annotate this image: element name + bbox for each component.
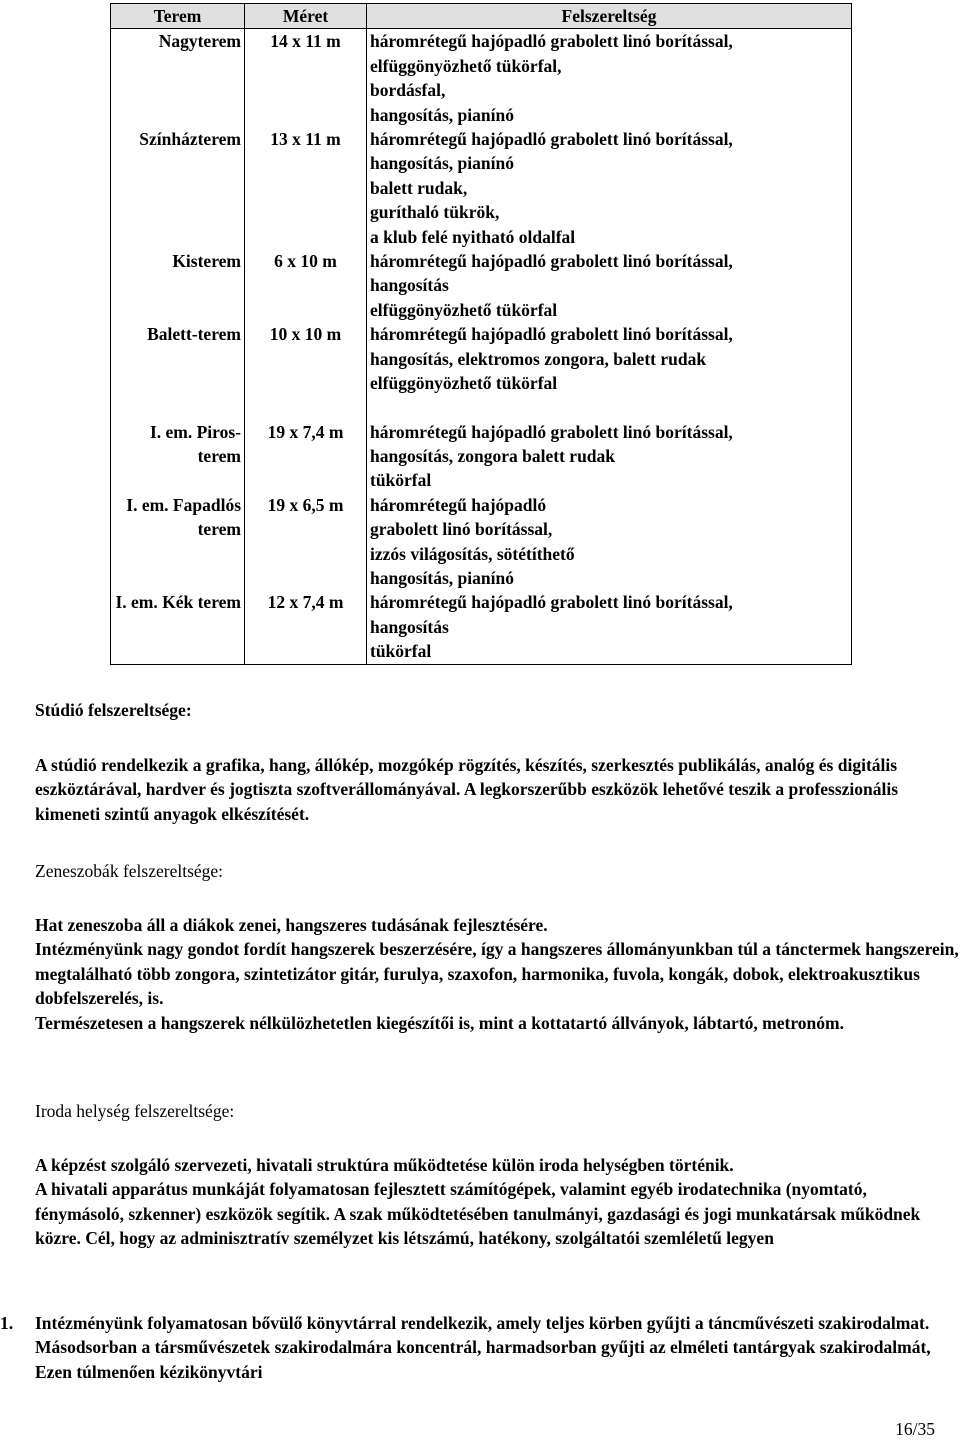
room-size: 12 x 7,4 m [245, 590, 367, 664]
room-size: 19 x 6,5 m [245, 493, 367, 591]
equipment-line: háromrétegű hajópadló grabolett linó borítással, [370, 421, 733, 442]
equipment-line: háromrétegű hajópadló grabolett linó borítással, [370, 592, 733, 613]
table-row [111, 29, 852, 127]
room-name: I. em. Kék terem [115, 592, 241, 613]
spacer-cell [245, 396, 367, 420]
music-text-1: Hat zeneszoba áll a diákok zenei, hangszeres tudásának fejlesztésére. [35, 915, 548, 935]
equipment-line: elfüggönyözhető tükörfal [370, 299, 558, 320]
table-row [111, 249, 852, 322]
equipment-line: tükörfal [370, 470, 432, 491]
equipment-line: hangosítás, pianínó [370, 104, 514, 125]
room-name-cell [111, 322, 245, 395]
music-heading: Zeneszobák felszereltsége: [35, 861, 224, 881]
room-name: I. em. Fapadlós [126, 494, 241, 515]
rooms-table [110, 3, 852, 665]
room-name: Balett-terem [147, 324, 241, 345]
equipment-line: háromrétegű hajópadló grabolett linó borítással, [370, 251, 733, 272]
room-equipment-cell [367, 420, 852, 493]
equipment-line: hangosítás, elektromos zongora, balett rudak [370, 348, 707, 369]
equipment-line: a klub felé nyitható oldalfal [370, 226, 576, 247]
room-name: Kisterem [172, 251, 241, 272]
spacer-cell [367, 396, 852, 420]
table-row [111, 127, 852, 249]
music-paragraph [35, 913, 960, 1035]
equipment-line: tükörfal [370, 641, 432, 662]
equipment-line: hangosítás, zongora balett rudak [370, 445, 616, 466]
room-name-cell [111, 493, 245, 591]
list-number: 1. [0, 1313, 14, 1333]
room-size: 10 x 10 m [245, 322, 367, 395]
library-paragraph [35, 1311, 960, 1384]
room-equipment-cell [367, 322, 852, 395]
equipment-line: hangosítás [370, 275, 449, 296]
equipment-line: hangosítás [370, 616, 449, 637]
room-equipment-cell [367, 29, 852, 127]
equipment-line: elfüggönyözhető tükörfal [370, 373, 558, 394]
room-name: I. em. Piros-terem [149, 421, 241, 466]
room-name: Színházterem [139, 129, 241, 150]
header-room: Terem [111, 4, 245, 29]
room-size: 13 x 11 m [245, 127, 367, 249]
table-row [111, 322, 852, 395]
music-text-2: Intézményünk nagy gondot fordít hangszerek beszerzésére, így a hangszeres állományunkban túl a tánctermek hangszerein, megtalálható több zongora, szintetizátor gitár, furulya, szaxofon, harmonika, fuvola, kongák, dobok, elektroakusztikus dobfelszerelés, is. [35, 939, 959, 1009]
room-equipment-cell [367, 249, 852, 322]
studio-heading: Stúdió felszereltsége: [35, 700, 192, 720]
equipment-line: bordásfal, [370, 80, 446, 101]
office-text-1: A képzést szolgáló szervezeti, hivatali struktúra működtetése külön iroda helységben történik. [35, 1155, 734, 1175]
equipment-line: balett rudak, [370, 177, 468, 198]
studio-paragraph [35, 753, 960, 826]
page-number: 16/35 [895, 1419, 935, 1439]
room-size: 14 x 11 m [245, 29, 367, 127]
room-name: Nagyterem [158, 31, 241, 52]
equipment-line: izzós világosítás, sötétíthető [370, 543, 575, 564]
table-spacer-row [111, 396, 852, 420]
equipment-line: háromrétegű hajópadló grabolett linó borítással, [370, 31, 733, 52]
equipment-line: háromrétegű hajópadló [370, 494, 547, 515]
equipment-line: elfüggönyözhető tükörfal, [370, 55, 562, 76]
office-text-2: A hivatali apparátus munkáját folyamatosan fejlesztett számítógépek, valamint egyéb irodatechnika (nyomtató, fénymásoló, szkenner) eszközök segítik. A szak működtetésében tanulmányi, gazdasági és jogi munkatársak működnek közre. Cél, hogy az adminisztratív személyzet kis létszámú, hatékony, szolgáltatói szemléletű legyen [35, 1179, 921, 1249]
library-text: Intézményünk folyamatosan bővülő könyvtárral rendelkezik, amely teljes körben gyűjti a táncművészeti szakirodalmat. Másodsorban a társművészetek szakirodalmára koncentrál, harmadsorban gyűjti az elméleti tantárgyak szakirodalmát, Ezen túlmenően kézikönyvtári [35, 1313, 931, 1382]
table-row [111, 493, 852, 591]
table-body [111, 29, 852, 664]
studio-text: A stúdió rendelkezik a grafika, hang, állókép, mozgókép rögzítés, készítés, szerkesztés publikálás, analóg és digitális eszköztárával, hardver és jogtiszta szoftverállományával. A legkorszerűbb eszközök lehetővé teszik a professzionális kimeneti szintű anyagok elkészítését. [35, 755, 899, 824]
equipment-line: guríthaló tükrök, [370, 202, 500, 223]
room-name-cell [111, 249, 245, 322]
room-name: terem [197, 519, 241, 540]
header-size: Méret [245, 4, 367, 29]
table-row [111, 590, 852, 664]
spacer-cell [111, 396, 245, 420]
equipment-line: hangosítás, pianínó [370, 567, 514, 588]
equipment-line: hangosítás, pianínó [370, 153, 514, 174]
table-row [111, 420, 852, 493]
room-equipment-cell [367, 127, 852, 249]
room-equipment-cell [367, 493, 852, 591]
equipment-line: grabolett linó borítással, [370, 519, 553, 540]
office-heading: Iroda helység felszereltsége: [35, 1101, 235, 1121]
room-size: 6 x 10 m [245, 249, 367, 322]
equipment-line: háromrétegű hajópadló grabolett linó borítással, [370, 129, 733, 150]
table-header-row [111, 4, 852, 29]
room-name-cell [111, 29, 245, 127]
music-text-3: Természetesen a hangszerek nélkülözhetetlen kiegészítői is, mint a kottatartó állványok, lábtartó, metronóm. [35, 1012, 844, 1033]
room-name-cell [111, 127, 245, 249]
room-name-cell [111, 590, 245, 664]
room-equipment-cell [367, 590, 852, 664]
equipment-line: háromrétegű hajópadló grabolett linó borítással, [370, 324, 733, 345]
room-name-cell [111, 420, 245, 493]
room-size: 19 x 7,4 m [245, 420, 367, 493]
header-equipment: Felszereltség [367, 4, 852, 29]
office-paragraph [35, 1153, 960, 1251]
